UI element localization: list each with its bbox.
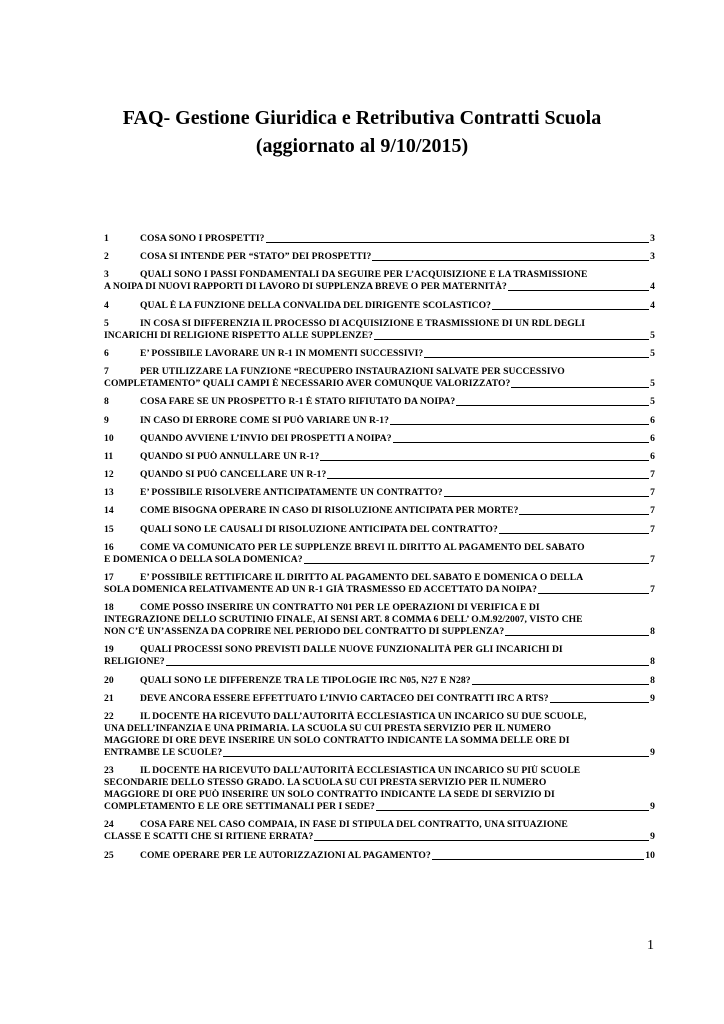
toc-entry-line: [104, 330, 655, 342]
toc-entry-line: [104, 433, 655, 445]
toc-leader-line: [550, 702, 650, 703]
toc-entry-page: 7: [650, 523, 655, 535]
toc-entry-text: COME VA COMUNICATO PER LE SUPPLENZE BREVI IL DIRITTO AL PAGAMENTO DEL SABATO: [140, 541, 585, 553]
toc-entry-text: IL DOCENTE HA RICEVUTO DALL’AUTORITÀ ECCLESIASTICA UN INCARICO SU DUE SCUOLE,: [140, 710, 587, 722]
toc-entry-page: 8: [650, 626, 655, 638]
toc-entry-text: IN CASO DI ERRORE COME SI PUÒ VARIARE UN R-1?: [140, 414, 389, 426]
toc-entry-line: [104, 366, 655, 378]
toc-entry[interactable]: [104, 675, 655, 687]
title-line-2: (aggiornato al 9/10/2015): [255, 135, 469, 157]
toc-entry[interactable]: [104, 251, 655, 263]
toc-entry-number: 15: [104, 523, 114, 535]
toc-entry-text: QUANDO SI PUÒ CANCELLARE UN R-1?: [140, 469, 327, 481]
toc-leader-line: [519, 514, 649, 515]
toc-entry-number: 10: [104, 432, 114, 444]
toc-entry-text: IN COSA SI DIFFERENZIA IL PROCESSO DI ACQUISIZIONE E TRASMISSIONE DI UN RDL DEGLI: [140, 317, 586, 329]
toc-entry-line: [104, 451, 655, 463]
toc-leader-line: [505, 635, 649, 636]
toc-entry-page: 7: [650, 469, 655, 481]
toc-entry[interactable]: [104, 269, 655, 293]
document-title: [0, 104, 724, 160]
toc-entry-text: E’ POSSIBILE RISOLVERE ANTICIPATAMENTE UN CONTRATTO?: [140, 487, 443, 499]
toc-entry-page: 9: [650, 692, 655, 704]
toc-entry-line: [104, 626, 655, 638]
toc-leader-line: [511, 387, 649, 388]
toc-entry-text: QUALI SONO LE CAUSALI DI RISOLUZIONE ANTICIPATA DEL CONTRATTO?: [140, 523, 498, 535]
toc-entry-text: CLASSE E SCATTI CHE SI RITIENE ERRATA?: [104, 831, 314, 843]
toc-entry-page: 5: [650, 347, 655, 359]
toc-entry-line: [104, 572, 655, 584]
toc-leader-line: [472, 684, 650, 685]
toc-entry[interactable]: [104, 693, 655, 705]
toc-entry-line: [104, 415, 655, 427]
table-of-contents: [104, 233, 655, 868]
toc-entry[interactable]: [104, 711, 655, 759]
toc-entry-page: 10: [645, 849, 655, 861]
toc-entry-line: [104, 656, 655, 668]
toc-entry-text: QUANDO AVVIENE L’INVIO DEI PROSPETTI A NOIPA?: [140, 432, 392, 444]
toc-entry[interactable]: [104, 819, 655, 843]
toc-entry-number: 20: [104, 674, 114, 686]
toc-entry-text: E’ POSSIBILE RETTIFICARE IL DIRITTO AL PAGAMENTO DEL SABATO E DOMENICA O DELLA: [140, 572, 584, 583]
toc-entry-text: IL DOCENTE HA RICEVUTO DALL’AUTORITÀ ECCLESIASTICA UN INCARICO SU PIÙ SCUOLE: [140, 765, 581, 777]
toc-entry-number: 22: [104, 710, 114, 722]
toc-entry-text: SECONDARIE DELLO STESSO GRADO. LA SCUOLA SU CUI PRESTA SERVIZIO PER IL NUMERO: [104, 777, 547, 789]
toc-entry-text: PER UTILIZZARE LA FUNZIONE “RECUPERO INSTAURAZIONI SALVATE PER SUCCESSIVO: [140, 366, 565, 378]
toc-entry-text: COSA SONO I PROSPETTI?: [140, 233, 265, 244]
toc-entry-page: 3: [650, 251, 655, 263]
toc-entry[interactable]: [104, 433, 655, 445]
toc-entry-line: [104, 747, 655, 759]
toc-leader-line: [424, 357, 649, 358]
toc-entry-text: COME POSSO INSERIRE UN CONTRATTO N01 PER LE OPERAZIONI DI VERIFICA E DI: [140, 602, 540, 614]
toc-entry-line: [104, 644, 655, 656]
toc-entry-number: 16: [104, 541, 114, 553]
toc-entry-line: [104, 675, 655, 687]
toc-entry-page: 4: [650, 281, 655, 293]
toc-entry-text: QUALI PROCESSI SONO PREVISTI DALLE NUOVE FUNZIONALITÀ PER GLI INCARICHI DI: [140, 644, 563, 656]
toc-entry-line: [104, 542, 655, 554]
toc-leader-line: [266, 242, 650, 243]
toc-entry-line: [104, 396, 655, 408]
toc-entry-number: 17: [104, 572, 114, 583]
toc-entry-number: 19: [104, 644, 114, 656]
toc-entry[interactable]: [104, 572, 655, 596]
toc-entry-text: COMPLETAMENTO” QUALI CAMPI È NECESSARIO AVER COMUNQUE VALORIZZATO?: [104, 378, 511, 390]
toc-entry-line: [104, 789, 655, 801]
toc-entry-line: [104, 723, 655, 735]
toc-entry-page: 4: [650, 299, 655, 311]
toc-entry-text: E DOMENICA O DELLA SOLA DOMENICA?: [104, 553, 303, 565]
toc-entry-number: 2: [104, 251, 109, 263]
toc-entry-text: QUALI SONO LE DIFFERENZE TRA LE TIPOLOGIE IRC N05, N27 E N28?: [140, 674, 471, 686]
toc-entry-number: 12: [104, 469, 114, 481]
toc-leader-line: [393, 442, 650, 443]
toc-entry-number: 13: [104, 487, 114, 499]
toc-entry[interactable]: [104, 602, 655, 638]
toc-entry-line: [104, 735, 655, 747]
toc-entry-number: 3: [104, 269, 109, 281]
toc-leader-line: [390, 424, 649, 425]
toc-entry-line: [104, 251, 655, 263]
toc-entry-text: COME BISOGNA OPERARE IN CASO DI RISOLUZIONE ANTICIPATA PER MORTE?: [140, 505, 519, 517]
toc-entry[interactable]: [104, 300, 655, 312]
toc-leader-line: [376, 810, 649, 811]
toc-entry-text: INTEGRAZIONE DELLO SCRUTINIO FINALE, AI SENSI ART. 8 COMMA 6 DELL’ O.M.92/2007, VISTO CHE: [104, 614, 583, 626]
toc-leader-line: [508, 290, 649, 291]
toc-entry-page: 5: [650, 378, 655, 390]
toc-entry-line: [104, 554, 655, 566]
toc-entry-line: [104, 765, 655, 777]
toc-entry-line: [104, 850, 655, 862]
toc-entry-text: A NOIPA DI NUOVI RAPPORTI DI LAVORO DI SUPPLENZA BREVE O PER MATERNITÀ?: [104, 281, 507, 293]
toc-entry[interactable]: [104, 415, 655, 427]
toc-entry-text: DEVE ANCORA ESSERE EFFETTUATO L’INVIO CARTACEO DEI CONTRATTI IRC A RTS?: [140, 692, 549, 704]
toc-entry-line: [104, 233, 655, 245]
toc-entry-page: 3: [650, 233, 655, 244]
toc-entry-page: 5: [650, 396, 655, 408]
toc-entry-text: COMPLETAMENTO E LE ORE SETTIMANALI PER I SEDE?: [104, 801, 375, 813]
toc-entry[interactable]: [104, 487, 655, 499]
toc-entry[interactable]: [104, 469, 655, 481]
toc-entry-page: 8: [650, 674, 655, 686]
toc-entry-line: [104, 801, 655, 813]
toc-entry[interactable]: [104, 524, 655, 536]
toc-entry-line: [104, 348, 655, 360]
toc-leader-line: [538, 593, 649, 594]
toc-entry-page: 8: [650, 656, 655, 668]
toc-entry-text: QUAL È LA FUNZIONE DELLA CONVALIDA DEL DIRIGENTE SCOLASTICO?: [140, 299, 491, 311]
toc-entry[interactable]: [104, 318, 655, 342]
toc-entry-number: 6: [104, 347, 109, 359]
toc-leader-line: [499, 533, 649, 534]
toc-entry[interactable]: [104, 542, 655, 566]
toc-entry-page: 7: [650, 505, 655, 517]
toc-entry-page: 7: [650, 553, 655, 565]
toc-entry[interactable]: [104, 348, 655, 360]
toc-entry[interactable]: [104, 366, 655, 390]
toc-entry-page: 9: [650, 746, 655, 758]
toc-leader-line: [320, 460, 649, 461]
toc-entry-text: NON C’È UN’ASSENZA DA COPRIRE NEL PERIODO DEL CONTRATTO DI SUPPLENZA?: [104, 626, 505, 638]
toc-entry-text: COME OPERARE PER LE AUTORIZZAZIONI AL PAGAMENTO?: [140, 849, 431, 861]
toc-entry-line: [104, 819, 655, 831]
toc-leader-line: [304, 563, 650, 564]
title-line-1: FAQ- Gestione Giuridica e Retributiva Contratti Scuola: [122, 107, 602, 129]
toc-entry-line: [104, 831, 655, 843]
toc-entry-line: [104, 487, 655, 499]
toc-entry-text: COSA SI INTENDE PER “STATO” DEI PROSPETTI?: [140, 251, 372, 263]
toc-entry-page: 6: [650, 414, 655, 426]
toc-entry-number: 1: [104, 233, 109, 244]
toc-leader-line: [444, 496, 649, 497]
toc-entry[interactable]: [104, 451, 655, 463]
toc-entry-page: 9: [650, 831, 655, 843]
toc-entry-text: RELIGIONE?: [104, 656, 165, 668]
toc-entry-text: MAGGIORE DI ORE PUÒ INSERIRE UN SOLO CONTRATTO INDICANTE LA SEDE DI SERVIZIO DI: [104, 789, 555, 801]
toc-entry-page: 6: [650, 450, 655, 462]
toc-leader-line: [432, 859, 645, 860]
toc-entry-text: MAGGIORE DI ORE DEVE INSERIRE UN SOLO CONTRATTO INDICANTE LA SOMMA DELLE ORE DI: [104, 734, 570, 746]
toc-entry-number: 8: [104, 396, 109, 408]
toc-entry-page: 9: [650, 801, 655, 813]
toc-leader-line: [327, 478, 649, 479]
toc-entry-number: 14: [104, 505, 114, 517]
toc-entry-number: 11: [104, 450, 114, 462]
toc-entry-text: SOLA DOMENICA RELATIVAMENTE AD UN R-1 GIÀ TRASMESSO ED ACCETTATO DA NOIPA?: [104, 584, 537, 595]
toc-entry-text: COSA FARE SE UN PROSPETTO R-1 È STATO RIFIUTATO DA NOIPA?: [140, 396, 456, 408]
page-number: 1: [647, 938, 654, 953]
toc-leader-line: [372, 260, 649, 261]
toc-entry-line: [104, 524, 655, 536]
toc-leader-line: [456, 405, 649, 406]
toc-leader-line: [492, 309, 649, 310]
toc-entry-text: UNA DELL’INFANZIA E UNA PRIMARIA. LA SCUOLA SU CUI PRESTA SERVIZIO PER IL NUMERO: [104, 722, 552, 734]
toc-entry-number: 18: [104, 602, 114, 614]
toc-entry-page: 7: [650, 487, 655, 499]
toc-leader-line: [314, 840, 649, 841]
toc-entry-line: [104, 693, 655, 705]
toc-entry-number: 7: [104, 366, 109, 378]
toc-entry-line: [104, 318, 655, 330]
toc-entry-text: E’ POSSIBILE LAVORARE UN R-1 IN MOMENTI SUCCESSIVI?: [140, 347, 424, 359]
toc-entry-number: 5: [104, 317, 109, 329]
toc-entry-text: COSA FARE NEL CASO COMPAIA, IN FASE DI STIPULA DEL CONTRATTO, UNA SITUAZIONE: [140, 819, 568, 831]
toc-entry-line: [104, 602, 655, 614]
toc-entry-line: [104, 614, 655, 626]
toc-entry[interactable]: [104, 850, 655, 862]
toc-entry-number: 25: [104, 849, 114, 861]
toc-entry-line: [104, 281, 655, 293]
toc-entry-line: [104, 300, 655, 312]
toc-entry-text: QUALI SONO I PASSI FONDAMENTALI DA SEGUIRE PER L’ACQUISIZIONE E LA TRASMISSIONE: [140, 269, 588, 281]
toc-entry[interactable]: [104, 233, 655, 245]
toc-leader-line: [374, 339, 649, 340]
toc-entry-line: [104, 777, 655, 789]
toc-entry-number: 24: [104, 819, 114, 831]
toc-entry-text: ENTRAMBE LE SCUOLE?: [104, 746, 223, 758]
toc-entry-page: 6: [650, 432, 655, 444]
toc-entry-page: 7: [650, 584, 655, 595]
toc-entry-text: INCARICHI DI RELIGIONE RISPETTO ALLE SUPPLENZE?: [104, 329, 373, 341]
toc-entry[interactable]: [104, 644, 655, 668]
toc-entry-line: [104, 269, 655, 281]
toc-entry-number: 21: [104, 692, 114, 704]
toc-entry-text: QUANDO SI PUÒ ANNULLARE UN R-1?: [140, 450, 320, 462]
toc-entry[interactable]: [104, 396, 655, 408]
toc-entry-number: 9: [104, 414, 109, 426]
toc-leader-line: [223, 756, 649, 757]
toc-entry[interactable]: [104, 505, 655, 517]
toc-leader-line: [166, 665, 649, 666]
toc-entry-line: [104, 711, 655, 723]
toc-entry-line: [104, 505, 655, 517]
toc-entry-number: 23: [104, 765, 114, 777]
toc-entry-page: 5: [650, 329, 655, 341]
toc-entry-line: [104, 584, 655, 596]
toc-entry[interactable]: [104, 765, 655, 813]
toc-entry-line: [104, 378, 655, 390]
toc-entry-line: [104, 469, 655, 481]
toc-entry-number: 4: [104, 299, 109, 311]
